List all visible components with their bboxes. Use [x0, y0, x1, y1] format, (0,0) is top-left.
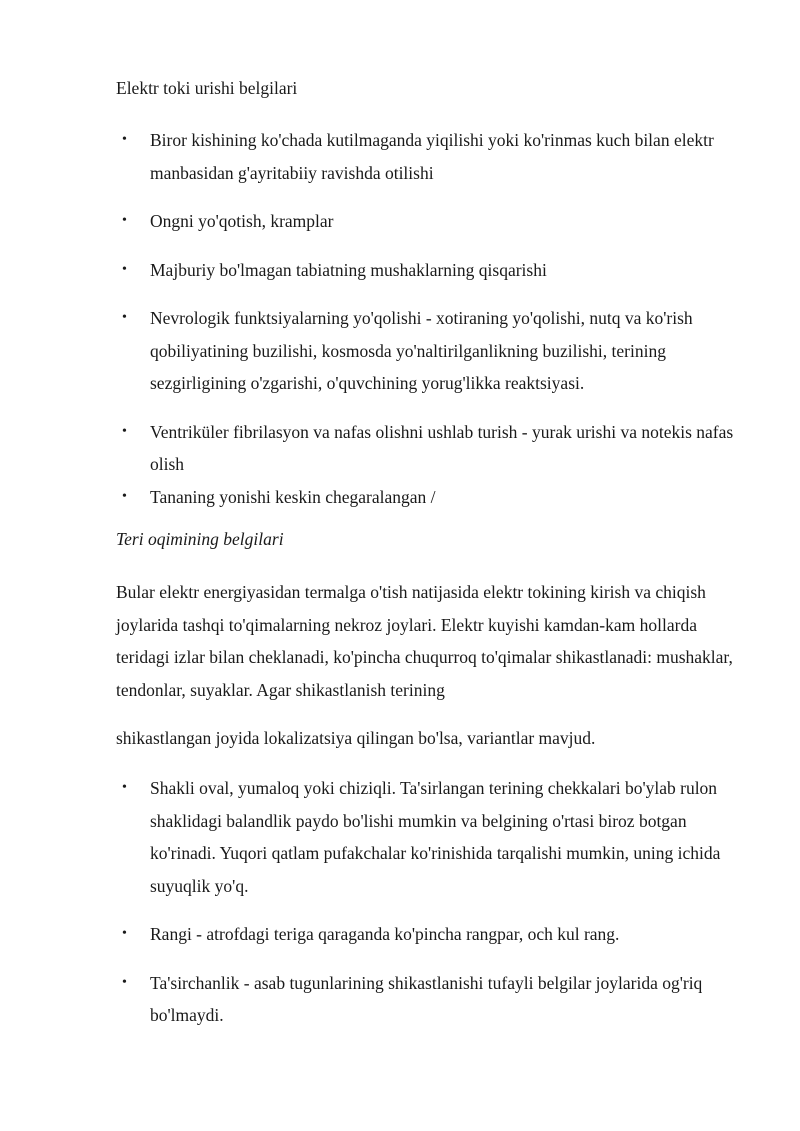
bullet-icon: • — [122, 926, 127, 941]
symptoms-list — [116, 124, 740, 513]
bullet-icon: • — [122, 213, 127, 228]
list-item — [116, 205, 740, 238]
bullet-icon: • — [122, 310, 127, 325]
list-item-text: Tananing yonishi keskin chegaralangan / — [150, 486, 436, 507]
bullet-icon: • — [122, 974, 127, 990]
list-item-text: Ventriküler fibrilasyon va nafas olishni ushlab turish - yurak urishi va notekis nafas olish — [150, 421, 734, 474]
list-item-text: Ta'sirchanlik - asab tugunlarining shikastlanishi tufayli belgilar joylarida og'riq bo'lmaydi. — [150, 972, 703, 1025]
paragraph: Bular elektr energiyasidan termalga o'tish natijasida elektr tokining kirish va chiqish joylarida tashqi to'qimalarning nekroz joylari. Elektr kuyishi kamdan-kam hollarda teridagi izlar bilan cheklanadi, ko'pincha chuqurroq to'qimalar shikastlanadi: mushaklar, tendonlar, suyaklar. Agar shikastlanish terining — [116, 582, 733, 700]
list-item — [116, 918, 740, 951]
bullet-icon: • — [122, 780, 127, 795]
list-item-text: Rangi - atrofdagi teriga qaraganda ko'pincha rangpar, och kul rang. — [150, 924, 620, 944]
list-item — [116, 967, 740, 1032]
bullet-icon: • — [122, 261, 127, 277]
list-item-text: Majburiy bo'lmagan tabiatning mushaklarning qisqarishi — [150, 259, 547, 280]
list-item — [116, 481, 740, 514]
list-item — [116, 772, 740, 902]
section-heading: Elektr toki urishi belgilari — [116, 78, 298, 98]
bullet-icon: • — [122, 423, 127, 439]
list-item-text: Biror kishining ko'chada kutilmaganda yiqilishi yoki ko'rinmas kuch bilan elektr manbasidan g'ayritabiiy ravishda otilishi — [150, 130, 714, 183]
skin-signs-list — [116, 772, 740, 1032]
bullet-icon: • — [122, 132, 127, 147]
bullet-icon: • — [122, 488, 127, 504]
list-item — [116, 124, 740, 189]
list-item-text: Nevrologik funktsiyalarning yo'qolishi - xotiraning yo'qolishi, nutq va ko'rish qobiliyatining buzilishi, kosmosda yo'naltirilganlikning buzilishi, terining sezgirligining o'zgarishi, o'quvchining yorug'likka reaktsiyasi. — [150, 308, 693, 393]
list-item — [116, 302, 740, 400]
paragraph: shikastlangan joyida lokalizatsiya qilingan bo'lsa, variantlar mavjud. — [116, 728, 596, 748]
list-item — [116, 416, 740, 481]
sub-heading: Teri oqimining belgilari — [116, 529, 284, 549]
list-item-text: Shakli oval, yumaloq yoki chiziqli. Ta'sirlangan terining chekkalari bo'ylab rulon shaklidagi balandlik paydo bo'lishi mumkin va belgining o'rtasi biroz botgan ko'rinadi. Yuqori qatlam pufakchalar ko'rinishida tarqalishi mumkin, uning ichida suyuqlik yo'q. — [150, 778, 721, 896]
list-item — [116, 254, 740, 287]
list-item-text: Ongni yo'qotish, kramplar — [150, 211, 334, 231]
